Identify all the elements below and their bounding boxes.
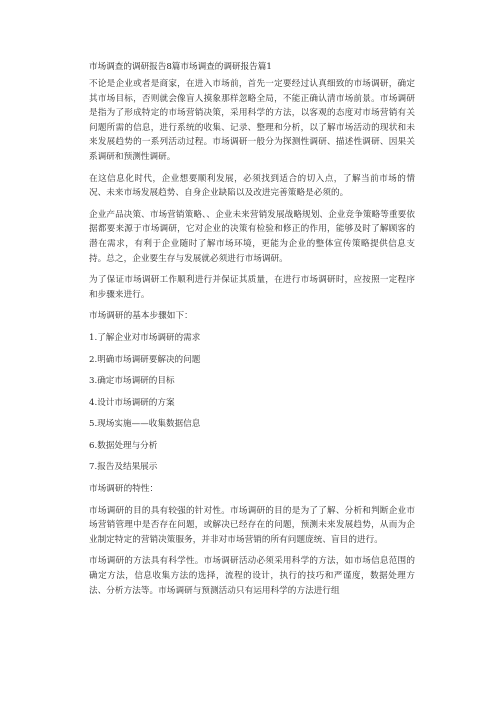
document-title: 市场调查的调研报告8篇市场调查的调研报告篇1 bbox=[89, 62, 272, 72]
list-item: 6.数据处理与分析 bbox=[89, 440, 158, 451]
procedure-paragraph: 为了保证市场调研工作顺利进行并保证其质量，在进行市场调研时，应按照一定程序和步骤来进行。 bbox=[89, 275, 415, 300]
steps-heading: 市场调研的基本步骤如下： bbox=[89, 311, 193, 322]
steps-list bbox=[89, 331, 415, 475]
importance-paragraph: 企业产品决策、市场营销策略、、企业未来营销发展战略规划、企业竞争策略等重要依据都要来源于市场调研，它对企业的决策有检验和修正的作用，能够及时了解顾客的潜在需求，有利于企业随时了解市场环境，更能为企业的整体宣传策略提供信息支持。总之，企业要生存与发展就必须进行市场调研。 bbox=[89, 209, 415, 264]
info-age-paragraph: 在这信息化时代，企业想要顺利发展，必须找到适合的切入点，了解当前市场的情况、未来市场发展趋势、自身企业缺陷以及改进完善策略是必须的。 bbox=[89, 173, 415, 199]
method-paragraph: 市场调研的方法具有科学性。市场调研活动必须采用科学的方法，如市场信息范围的确定方法，信息收集方法的选择，流程的设计，执行的技巧和严谨度，数据处理方法、分析方法等。市场调研与预测活动只有运用科学的方法进行组 bbox=[89, 556, 415, 596]
list-item: 7.报告及结果展示 bbox=[89, 462, 158, 473]
list-item: 2.明确市场调研要解决的问题 bbox=[89, 354, 201, 365]
intro-paragraph: 不论是企业或者是商家，在进入市场前，首先一定要经过认真细致的市场调研，确定其市场目标，否则就会像盲人摸象那样忽略全局，不能正确认清市场前景。市场调研是指为了形成特定的市场营销决策，采用科学的方法，以客观的态度对市场营销有关问题所需的信息，进行系统的收集、记录、整理和分析，以了解市场活动的现状和未来发展趋势的一系列活动过程。市场调研一般分为探测性调研、描述性调研、因果关系调研和预测性调研。 bbox=[89, 79, 415, 162]
list-item: 3.确定市场调研的目标 bbox=[89, 376, 175, 387]
list-item: 4.设计市场调研的方案 bbox=[89, 397, 175, 408]
list-item: 1.了解企业对市场调研的需求 bbox=[89, 332, 201, 343]
features-heading: 市场调研的特性： bbox=[89, 484, 159, 495]
list-item: 5.现场实施——收集数据信息 bbox=[89, 419, 201, 430]
purpose-paragraph: 市场调研的目的具有较强的针对性。市场调研的目的是为了了解、分析和判断企业市场营销管理中是否存在问题，或解决已经存在的问题，预测未来发展趋势，从而为企业制定特定的营销决策服务，并非对市场营销的所有问题庞统、盲目的进行。 bbox=[89, 505, 415, 545]
document-body bbox=[89, 61, 415, 598]
